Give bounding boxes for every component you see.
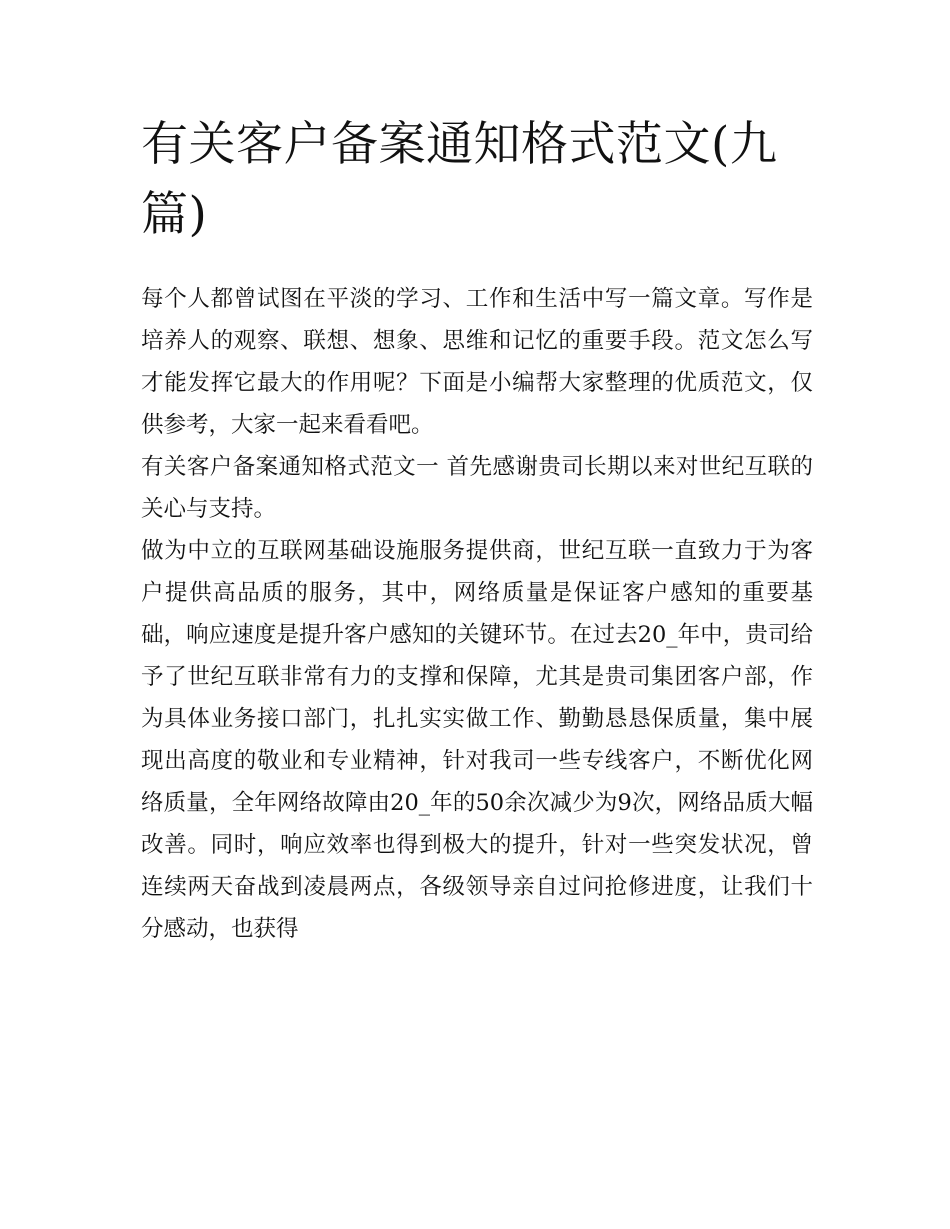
paragraph-service: 做为中立的互联网基础设施服务提供商，世纪互联一直致力于为客户提供高品质的服务，其中，网络质量是保证客户感知的重要基础，响应速度是提升客户感知的关键环节。在过去20_年中，贵司给予了世纪互联非常有力的支撑和保障，尤其是贵司集团客户部，作为具体业务接口部门，扎扎实实做工作、勤勤恳恳保质量，集中展现出高度的敬业和专业精神，针对我司一些专线客户，不断优化网络质量，全年网络故障由20_年的50余次减少为9次，网络品质大幅改善。同时，响应效率也得到极大的提升，针对一些突发状况，曾连续两天奋战到凌晨两点，各级领导亲自过问抢修进度，让我们十分感动，也获得 (141, 538, 813, 942)
document-page (141, 110, 813, 950)
paragraph-intro: 每个人都曾试图在平淡的学习、工作和生活中写一篇文章。写作是培养人的观察、联想、想象、思维和记忆的重要手段。范文怎么写才能发挥它最大的作用呢？下面是小编帮大家整理的优质范文，仅供参考，大家一起来看看吧。 (141, 286, 813, 438)
document-body (141, 278, 813, 950)
paragraph-thanks: 有关客户备案通知格式范文一 首先感谢贵司长期以来对世纪互联的关心与支持。 (141, 454, 813, 522)
document-title: 有关客户备案通知格式范文(九篇) (141, 117, 778, 242)
